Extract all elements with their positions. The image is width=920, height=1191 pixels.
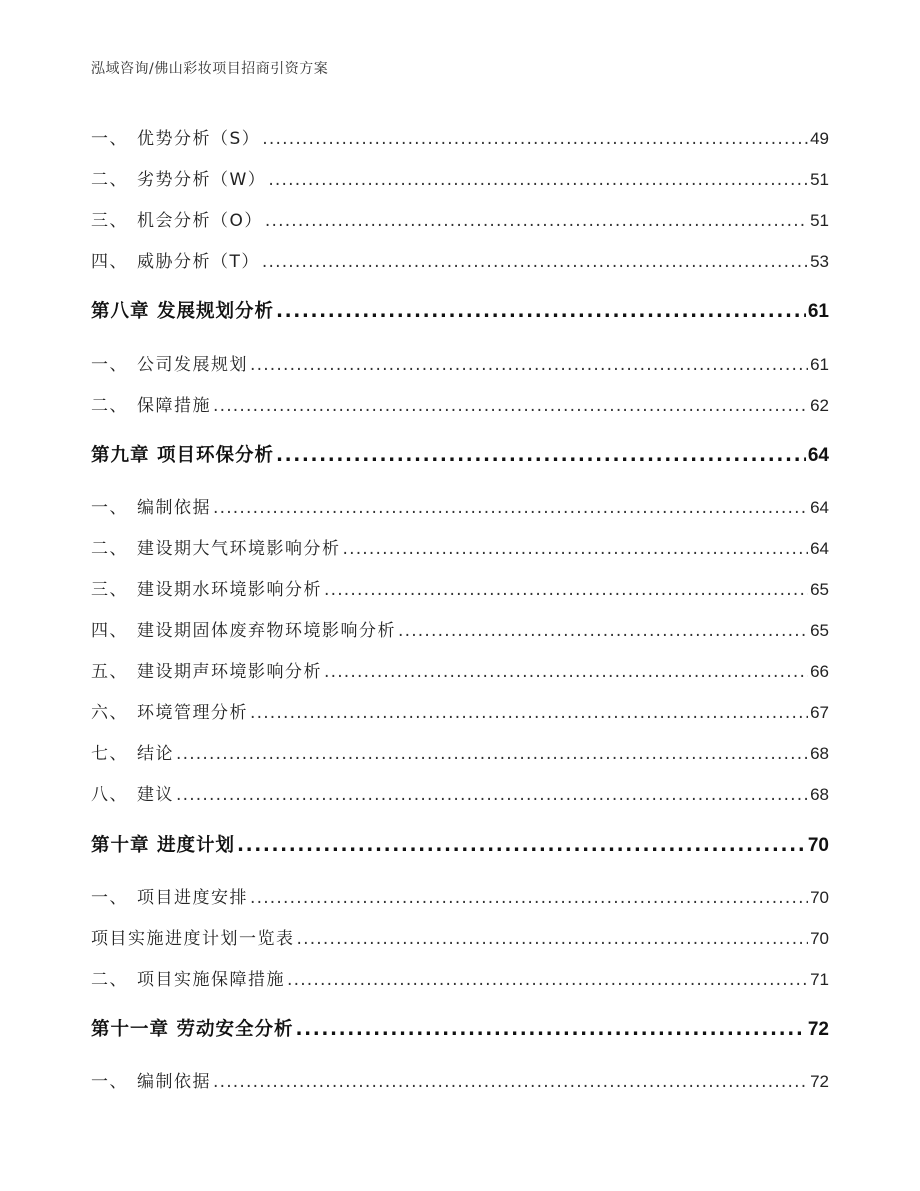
dot-leader: [213, 498, 808, 518]
toc-entry-page: 65: [810, 621, 829, 640]
toc-entry[interactable]: [91, 165, 829, 190]
toc-entry-number: 四、: [91, 252, 128, 272]
table-of-contents: [91, 0, 829, 1191]
toc-chapter-page: 72: [807, 1019, 829, 1040]
toc-entry-number: 五、: [91, 662, 128, 682]
toc-entry-page: 71: [810, 970, 829, 989]
toc-entry-page: 64: [810, 539, 829, 558]
toc-entry-title: 项目实施保障措施: [137, 970, 285, 990]
toc-entry-title: 机会分析（O）: [137, 211, 263, 231]
dot-leader: [343, 539, 809, 559]
toc-entry-page: 51: [810, 170, 829, 189]
toc-entry-number: 二、: [91, 170, 128, 190]
toc-entry-number: 二、: [91, 970, 128, 990]
dot-leader: [324, 580, 808, 600]
toc-chapter[interactable]: [91, 1015, 829, 1041]
dot-leader: [287, 970, 808, 990]
toc-entry-number: 一、: [91, 129, 128, 149]
toc-entry[interactable]: [91, 924, 829, 949]
toc-entry[interactable]: [91, 206, 829, 231]
toc-entry-title: 建设期大气环境影响分析: [137, 539, 341, 559]
toc-entry-title: 结论: [137, 744, 174, 764]
toc-entry-number: 二、: [91, 539, 128, 559]
dot-leader: [295, 1019, 805, 1040]
dot-leader: [176, 785, 808, 805]
toc-entry-page: 64: [810, 498, 829, 517]
toc-entry-page: 62: [810, 396, 829, 415]
dot-leader: [262, 252, 808, 272]
dot-leader: [276, 445, 806, 466]
toc-entry[interactable]: [91, 780, 829, 805]
toc-entry-page: 68: [810, 744, 829, 763]
toc-chapter[interactable]: [91, 297, 829, 323]
toc-chapter-page: 61: [807, 301, 829, 322]
dot-leader: [250, 888, 808, 908]
toc-entry-page: 49: [810, 129, 829, 148]
dot-leader: [237, 835, 806, 856]
toc-entry-number: 四、: [91, 621, 128, 641]
toc-entry[interactable]: [91, 575, 829, 600]
toc-entry-title: 建议: [137, 785, 174, 805]
toc-chapter-page: 70: [807, 835, 829, 856]
toc-entry[interactable]: [91, 698, 829, 723]
toc-entry-page: 70: [810, 888, 829, 907]
toc-entry-number: 七、: [91, 744, 128, 764]
toc-entry-title: 环境管理分析: [137, 703, 248, 723]
toc-entry[interactable]: [91, 493, 829, 518]
toc-entry-page: 66: [810, 662, 829, 681]
toc-chapter[interactable]: [91, 831, 829, 857]
toc-entry-number: 一、: [91, 498, 128, 518]
toc-entry[interactable]: [91, 391, 829, 416]
dot-leader: [268, 170, 808, 190]
toc-entry[interactable]: [91, 124, 829, 149]
toc-chapter-title: 第九章 项目环保分析: [91, 445, 274, 466]
toc-entry[interactable]: [91, 657, 829, 682]
toc-entry-page: 67: [810, 703, 829, 722]
toc-entry-number: 三、: [91, 211, 128, 231]
dot-leader: [262, 129, 808, 149]
toc-entry-title: 威胁分析（T）: [137, 252, 260, 272]
toc-entry[interactable]: [91, 965, 829, 990]
toc-entry-title: 优势分析（S）: [137, 129, 261, 149]
toc-entry-title: 保障措施: [137, 396, 211, 416]
dot-leader: [297, 929, 809, 949]
dot-leader: [276, 301, 806, 322]
dot-leader: [213, 1072, 808, 1092]
toc-entry-page: 53: [810, 252, 829, 271]
toc-entry-page: 61: [810, 355, 829, 374]
toc-entry-title: 劣势分析（W）: [137, 170, 267, 190]
toc-entry[interactable]: [91, 350, 829, 375]
toc-entry[interactable]: [91, 739, 829, 764]
dot-leader: [324, 662, 808, 682]
toc-entry-page: 68: [810, 785, 829, 804]
toc-entry-number: 一、: [91, 1072, 128, 1092]
dot-leader: [265, 211, 808, 231]
toc-entry-title: 建设期声环境影响分析: [137, 662, 322, 682]
dot-leader: [250, 355, 808, 375]
toc-entry-title: 建设期水环境影响分析: [137, 580, 322, 600]
dot-leader: [176, 744, 808, 764]
toc-entry-title: 项目进度安排: [137, 888, 248, 908]
toc-entry-number: 六、: [91, 703, 128, 723]
toc-entry-title: 公司发展规划: [137, 355, 248, 375]
toc-entry-page: 70: [810, 929, 829, 948]
dot-leader: [250, 703, 808, 723]
page-header: 泓域咨询/佛山彩妆项目招商引资方案: [91, 61, 329, 77]
toc-chapter[interactable]: [91, 441, 829, 467]
toc-entry-number: 八、: [91, 785, 128, 805]
toc-entry-page: 72: [810, 1072, 829, 1091]
toc-entry-number: 二、: [91, 396, 128, 416]
toc-entry[interactable]: [91, 247, 829, 272]
toc-chapter-title: 第八章 发展规划分析: [91, 301, 274, 322]
toc-entry[interactable]: [91, 616, 829, 641]
dot-leader: [213, 396, 808, 416]
toc-entry-number: 一、: [91, 888, 128, 908]
toc-entry-number: 一、: [91, 355, 128, 375]
toc-entry[interactable]: [91, 1067, 829, 1092]
toc-entry-page: 65: [810, 580, 829, 599]
dot-leader: [398, 621, 808, 641]
toc-entry-title: 建设期固体废弃物环境影响分析: [137, 621, 396, 641]
toc-entry[interactable]: [91, 534, 829, 559]
toc-chapter-title: 第十一章 劳动安全分析: [91, 1019, 294, 1040]
toc-entry[interactable]: [91, 883, 829, 908]
toc-entry-page: 51: [810, 211, 829, 230]
toc-chapter-title: 第十章 进度计划: [91, 835, 235, 856]
toc-entry-title: 编制依据: [137, 1072, 211, 1092]
toc-entry-number: 三、: [91, 580, 128, 600]
toc-entry-title: 编制依据: [137, 498, 211, 518]
toc-entry-title: 项目实施进度计划一览表: [91, 929, 295, 949]
toc-chapter-page: 64: [807, 445, 829, 466]
